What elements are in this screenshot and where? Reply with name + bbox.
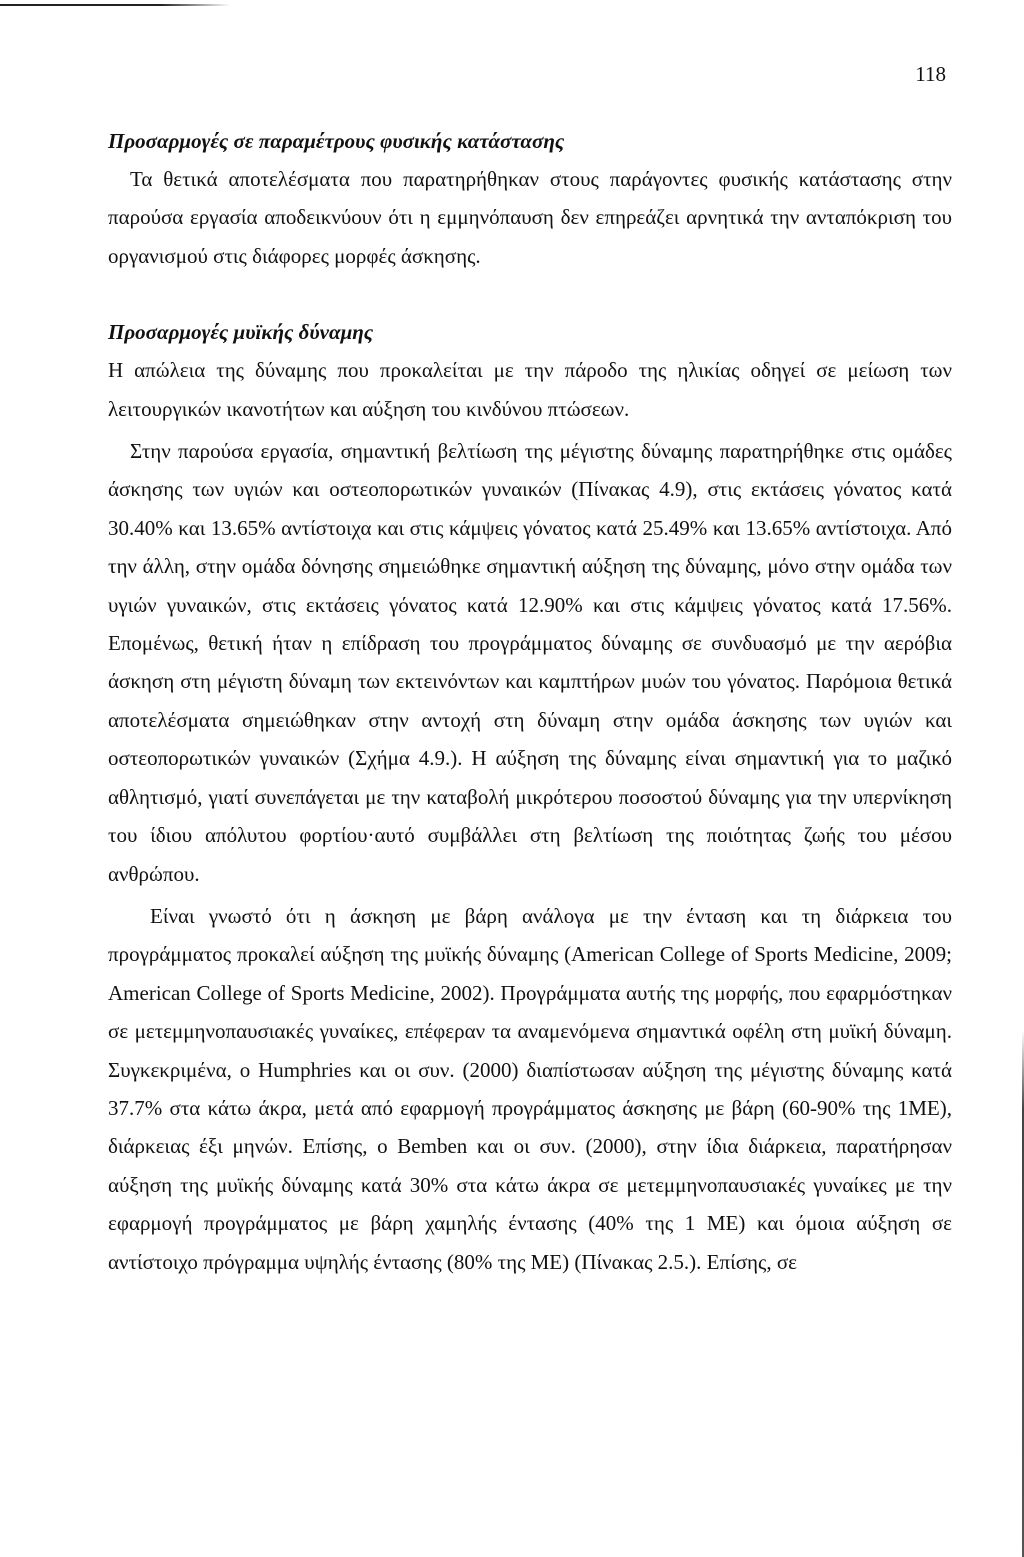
page-body	[108, 122, 952, 1281]
paragraph-strength-literature: Είναι γνωστό ότι η άσκηση με βάρη ανάλογα με την ένταση και τη διάρκεια του προγράμματος προκαλεί αύξηση της μυϊκής δύναμης (American College of Sports Medicine, 2009; American College of Sports Medicine, 2002). Προγράμματα αυτής της μορφής, που εφαρμόστηκαν σε μετεμμηνοπαυσιακές γυναίκες, επέφεραν τα αναμενόμενα σημαντικά οφέλη στη μυϊκή δύναμη. Συγκεκριμένα, ο Humphries και οι συν. (2000) διαπίστωσαν αύξηση της μέγιστης δύναμης κατά 37.7% στα κάτω άκρα, μετά από εφαρμογή προγράμματος άσκησης με βάρη (60-90% της 1ΜΕ), διάρκειας έξι μηνών. Επίσης, ο Bemben και οι συν. (2000), στην ίδια διάρκεια, παρατήρησαν αύξηση της μυϊκής δύναμης κατά 30% στα κάτω άκρα σε μετεμμηνοπαυσιακές γυναίκες με την εφαρμογή προγράμματος με βάρη χαμηλής έντασης (40% της 1 ΜΕ) και όμοια αύξηση σε αντίστοιχο πρόγραμμα υψηλής έντασης (80% της ΜΕ) (Πίνακας 2.5.). Επίσης, σε	[108, 903, 952, 1274]
section-spacer	[108, 275, 952, 313]
paragraph-strength-results: Στην παρούσα εργασία, σημαντική βελτίωση της μέγιστης δύναμης παρατηρήθηκε στις ομάδες άσκησης των υγιών και οστεοπορωτικών γυναικών (Πίνακας 4.9), στις εκτάσεις γόνατος κατά 30.40% και 13.65% αντίστοιχα και στις κάμψεις γόνατος κατά 25.49% και 13.65% αντίστοιχα. Από την άλλη, στην ομάδα δόνησης σημειώθηκε σημαντική αύξηση της δύναμης, μόνο στην ομάδα των υγιών γυναικών, στις εκτάσεις γόνατος κατά 12.90% και στις κάμψεις γόνατος κατά 17.56%. Επομένως, θετική ήταν η επίδραση του προγράμματος δύναμης σε συνδυασμό με την αερόβια άσκηση στη μέγιστη δύναμη των εκτεινόντων και καμπτήρων μυών του γόνατος. Παρόμοια θετικά αποτελέσματα σημειώθηκαν στην αντοχή στη δύναμη στην ομάδα άσκησης των υγιών και οστεοπορωτικών γυναικών (Σχήμα 4.9.). Η αύξηση της δύναμης είναι σημαντική για το μαζικό αθλητισμό, γιατί συνεπάγεται με την καταβολή μικρότερου ποσοστού δύναμης για την υπερνίκηση του ίδιου απόλυτου φορτίου·αυτό συμβάλλει στη βελτίωση της ποιότητας ζωής του μέσου ανθρώπου.	[108, 439, 952, 886]
page-number: 118	[915, 62, 946, 86]
paragraph-physical-condition: Τα θετικά αποτελέσματα που παρατηρήθηκαν στους παράγοντες φυσικής κατάστασης στην παρούσα εργασία αποδεικνύουν ότι η εμμηνόπαυση δεν επηρεάζει αρνητικά την ανταπόκριση του οργανισμού στις διάφορες μορφές άσκησης.	[108, 167, 952, 268]
scan-edge-top	[0, 4, 230, 6]
section-heading-physical-condition: Προσαρμογές σε παραμέτρους φυσικής κατάστασης	[108, 129, 565, 153]
paragraph-strength-loss: Η απώλεια της δύναμης που προκαλείται με την πάροδο της ηλικίας οδηγεί σε μείωση των λειτουργικών ικανοτήτων και αύξηση του κινδύνου πτώσεων.	[108, 358, 952, 421]
section-heading-muscle-strength: Προσαρμογές μυϊκής δύναμης	[108, 320, 374, 345]
